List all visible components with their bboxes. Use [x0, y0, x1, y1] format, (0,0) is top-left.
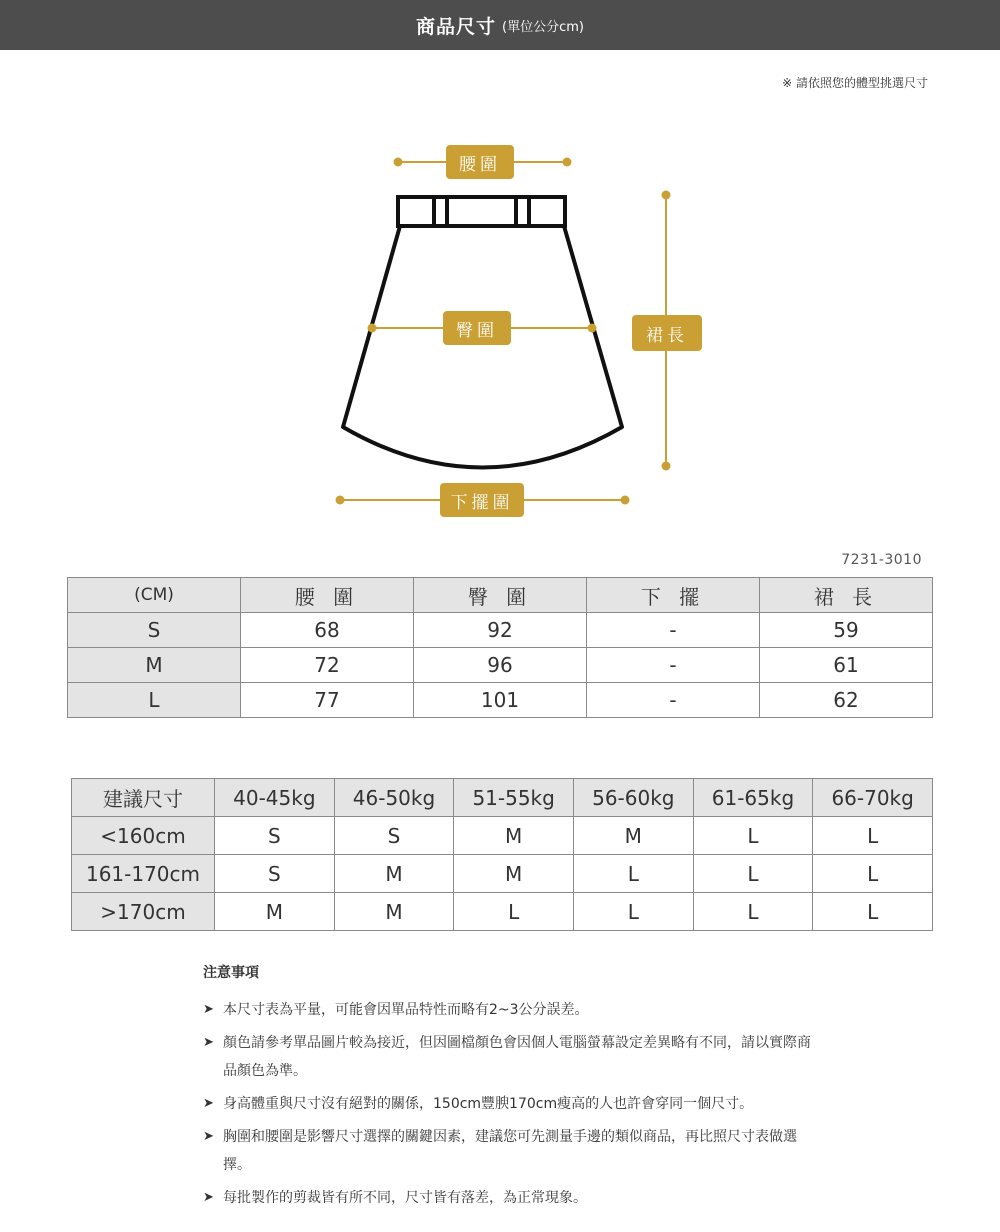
note-text: 每批製作的剪裁皆有所不同，尺寸皆有落差，為正常現象。	[223, 1190, 587, 1206]
header-cell: 腰 圍	[241, 578, 414, 613]
table-cell: 96	[414, 648, 587, 683]
table-cell: 77	[241, 683, 414, 718]
note-text: 胸圍和腰圍是影響尺寸選擇的關鍵因素，建議您可先測量手邊的類似商品，再比照尺寸表做選擇。	[223, 1129, 797, 1173]
header-cell: 56-60kg	[573, 779, 693, 817]
table-row	[68, 613, 933, 648]
belt-loop-left	[434, 197, 447, 226]
table-cell: 62	[760, 683, 933, 718]
arrow-icon: ➤	[203, 1129, 214, 1144]
waist-tag: 腰圍	[446, 145, 514, 179]
table-cell: M	[573, 817, 693, 855]
table-cell: L	[813, 893, 933, 931]
recommend-table-header	[72, 779, 933, 817]
waist-measure-dot-left	[394, 158, 403, 167]
table-cell: S	[215, 817, 335, 855]
header-cell: 61-65kg	[693, 779, 813, 817]
hem-measure-dot-left	[336, 496, 345, 505]
size-label: M	[68, 648, 241, 683]
header-cell: 臀 圍	[414, 578, 587, 613]
arrow-icon: ➤	[203, 1190, 214, 1205]
height-label: 161-170cm	[72, 855, 215, 893]
belt-loop-right	[516, 197, 529, 226]
skirt-diagram	[0, 140, 1000, 530]
note-item	[203, 1090, 823, 1118]
table-cell: L	[693, 817, 813, 855]
hem-tag: 下擺圍	[440, 483, 524, 517]
table-cell: M	[215, 893, 335, 931]
header-cell: 40-45kg	[215, 779, 335, 817]
unit-label: (單位公分cm)	[502, 19, 584, 35]
table-cell: 92	[414, 613, 587, 648]
header-cell: 51-55kg	[454, 779, 574, 817]
size-advice-note: ※ 請依照您的體型挑選尺寸	[782, 76, 928, 90]
table-cell: L	[813, 855, 933, 893]
notes-section	[203, 962, 823, 1217]
height-label: <160cm	[72, 817, 215, 855]
table-cell: -	[587, 613, 760, 648]
size-table	[67, 577, 933, 718]
recommend-size-table	[71, 778, 933, 931]
header-cell: 裙 長	[760, 578, 933, 613]
table-cell: L	[454, 893, 574, 931]
note-text: 顏色請參考單品圖片較為接近，但因圖檔顏色會因個人電腦螢幕設定差異略有不同，請以實際商品顏色為準。	[223, 1035, 811, 1079]
size-label: L	[68, 683, 241, 718]
table-row	[68, 648, 933, 683]
note-item	[203, 1029, 823, 1085]
header-cell: (CM)	[68, 578, 241, 613]
arrow-icon: ➤	[203, 1002, 214, 1017]
table-row	[68, 683, 933, 718]
size-table-header	[68, 578, 933, 613]
table-cell: L	[573, 893, 693, 931]
table-cell: L	[573, 855, 693, 893]
table-row	[72, 855, 933, 893]
table-cell: M	[454, 855, 574, 893]
header-cell: 下 擺	[587, 578, 760, 613]
table-cell: M	[334, 893, 454, 931]
header-cell: 建議尺寸	[72, 779, 215, 817]
hip-measure-dot-right	[588, 324, 597, 333]
table-cell: 72	[241, 648, 414, 683]
skirt-outline	[343, 226, 622, 468]
hip-measure-dot-left	[368, 324, 377, 333]
header-cell: 46-50kg	[334, 779, 454, 817]
table-cell: S	[215, 855, 335, 893]
length-measure-dot-bottom	[662, 462, 671, 471]
product-code: 7231-3010	[841, 552, 922, 568]
table-cell: 68	[241, 613, 414, 648]
page-title: 商品尺寸	[416, 15, 497, 38]
skirt-waistband	[398, 197, 565, 226]
table-cell: 59	[760, 613, 933, 648]
arrow-icon: ➤	[203, 1035, 214, 1050]
table-cell: L	[693, 893, 813, 931]
table-cell: S	[334, 817, 454, 855]
header-bar	[0, 0, 1000, 50]
hem-measure-dot-right	[621, 496, 630, 505]
notes-title: 注意事項	[203, 965, 259, 981]
table-cell: 101	[414, 683, 587, 718]
length-tag: 裙長	[632, 315, 702, 351]
table-cell: -	[587, 683, 760, 718]
note-text: 身高體重與尺寸沒有絕對的關係，150cm豐腴170cm瘦高的人也許會穿同一個尺寸。	[223, 1096, 754, 1112]
table-row	[72, 817, 933, 855]
note-item	[203, 1123, 823, 1179]
note-item	[203, 1184, 823, 1212]
table-cell: M	[334, 855, 454, 893]
waist-measure-dot-right	[563, 158, 572, 167]
table-cell: 61	[760, 648, 933, 683]
arrow-icon: ➤	[203, 1096, 214, 1111]
note-text: 本尺寸表為平量，可能會因單品特性而略有2~3公分誤差。	[223, 1002, 589, 1018]
table-cell: L	[693, 855, 813, 893]
table-cell: M	[454, 817, 574, 855]
height-label: >170cm	[72, 893, 215, 931]
table-row	[72, 893, 933, 931]
hip-tag: 臀圍	[443, 311, 511, 345]
note-item	[203, 996, 823, 1024]
header-cell: 66-70kg	[813, 779, 933, 817]
table-cell: -	[587, 648, 760, 683]
table-cell: L	[813, 817, 933, 855]
size-label: S	[68, 613, 241, 648]
length-measure-dot-top	[662, 191, 671, 200]
